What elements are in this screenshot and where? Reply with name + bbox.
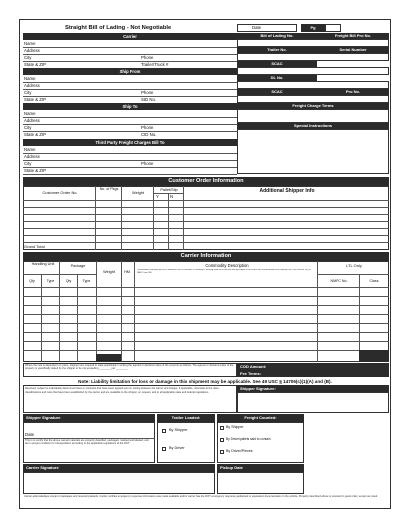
carrier-info-header: Carrier Information [23, 252, 389, 261]
table-row[interactable] [23, 221, 389, 222]
rule [23, 124, 237, 125]
col-pkgs: No. of Pkgs [99, 187, 119, 191]
shipper-signature-label: Shipper Signature: [237, 385, 389, 392]
carrier-ack-text: Carrier acknowledges receipt of packages and required placards. Carrier certifies emergency response information was made available and/or carrier has the DOT emergency response guidebook or equivalent documentation in the vehicle. Property described above is received in good order, except as noted. [24, 495, 378, 498]
rule [153, 193, 183, 194]
sub-type-2: Type [82, 279, 91, 283]
carrier-signature-header: Carrier Signature [23, 464, 215, 472]
shipper-date-label: Date [25, 432, 35, 437]
declared-value-text: Where the rate is dependent on value, shippers are required to state specifically in writing the agreed or declared value of the property as follows: The agreed or declared value of the property is specifically stated by the shipper to be not exceeding ________ per ________. [25, 364, 234, 371]
dl-no-label: DL No. [237, 75, 317, 81]
rule [23, 174, 237, 175]
carrier-phone-label: Phone [141, 55, 154, 60]
received-text: Received, subject to individually determined rates or contracts that have been agreed upon in writing between the carrier and shipper, if applicable, otherwise to the rates, classifications and rules that have been established by the carrier and are available to the shipper, on request, and to all applicable state and federal regulations. [25, 387, 220, 394]
date-label: Date [252, 25, 262, 30]
carrier-city-label: City [24, 55, 32, 60]
rule [23, 96, 237, 97]
shipfrom-state-label: State & ZIP [24, 97, 46, 102]
freight-terms-label: Freight Charge Terms [237, 103, 389, 109]
pg-field[interactable] [325, 24, 341, 32]
col-line [317, 261, 318, 362]
col-line [153, 186, 154, 250]
shipper-signature-header: Shipper Signature [23, 414, 155, 422]
rule [23, 131, 237, 132]
bol-no-field[interactable] [237, 39, 389, 47]
trailer-loaded-header: Trailer Loaded: [157, 414, 215, 422]
rule [23, 54, 237, 55]
special-instructions-field[interactable] [237, 129, 389, 174]
by-shipper-label: By Shipper [169, 428, 188, 432]
carrier-header: Carrier [23, 33, 237, 40]
col-hm: HM [124, 270, 130, 274]
table-row[interactable] [23, 332, 389, 333]
by-driver-label: By Driver [169, 446, 185, 450]
freight-bill-pro-label: Freight Bill Pro No. [317, 33, 389, 39]
col-additional-info: Additional Shipper Info [259, 188, 315, 194]
special-instructions-label: Special Instructions [237, 123, 389, 129]
fc-driver-pieces-label: By Driver/Pieces [226, 449, 253, 453]
table-row[interactable] [23, 242, 389, 243]
shipto-address-label: Address [24, 118, 40, 123]
col-weight: Weight [131, 190, 145, 195]
bol-no-label: Bill of Lading No. [237, 33, 317, 39]
serial-number-label: Serial Number [317, 47, 389, 53]
grand-total-shade [96, 354, 121, 362]
table-row[interactable] [23, 200, 389, 201]
third-city-label: City [24, 161, 32, 166]
freight-terms-field[interactable] [237, 109, 389, 123]
third-address-label: Address [24, 154, 40, 159]
pallet-y: Y [156, 194, 159, 199]
col-line [59, 261, 60, 362]
third-party-header: Third Party Freight Charges Bill To [23, 139, 237, 146]
sub-qty-2: Qty [65, 279, 72, 283]
sub-type-1: Type [46, 279, 55, 283]
rule [317, 274, 389, 275]
pro-no-label: Pro No. [317, 89, 389, 95]
scac-label-2: SCAC [237, 89, 317, 95]
rule [23, 89, 237, 90]
col-line [121, 261, 122, 362]
date-field[interactable] [237, 24, 297, 32]
shipto-state-label: State & ZIP [24, 132, 46, 137]
third-state-label: State & ZIP [24, 168, 46, 173]
sub-class: Class [369, 279, 379, 283]
ship-from-header: Ship From [23, 68, 237, 75]
fee-terms-label: Fee Terms: [237, 370, 389, 377]
grand-total-shade [359, 350, 389, 362]
table-row[interactable] [23, 287, 389, 288]
ship-to-header: Ship To [23, 103, 237, 110]
customer-order-table [23, 186, 389, 250]
table-row[interactable] [23, 207, 389, 208]
table-row[interactable] [23, 341, 389, 342]
pallet-n: N [170, 194, 174, 199]
shipfrom-address-label: Address [24, 83, 40, 88]
grand-total-label: Grand Total [24, 243, 45, 249]
col-line [134, 261, 135, 362]
rule [23, 167, 237, 168]
shipto-cid-label: CID No. [141, 132, 157, 137]
form-title: Straight Bill of Lading - Not Negotiable [65, 25, 172, 31]
table-row[interactable] [23, 314, 389, 315]
by-driver-checkbox[interactable] [162, 447, 166, 451]
dl-no-field[interactable] [237, 81, 389, 89]
shipfrom-sid-label: SID No. [141, 97, 157, 102]
col-handling-unit: Handling Unit [31, 262, 55, 266]
col-line [95, 186, 96, 250]
trailer-no-label: Trailer No. [237, 47, 317, 53]
scac-field[interactable] [237, 67, 389, 75]
col-pallet-slip: Pallet/Slip [160, 187, 178, 192]
shipper-cert-text: This is to certify that the above named materials are properly classified, packaged, marked and labeled, and are in proper condition for transportation according to the applicable regulations of the DOT. [25, 439, 149, 446]
table-row[interactable] [23, 214, 389, 215]
shipto-name-label: Name [24, 111, 36, 116]
col-line [183, 186, 184, 250]
fc-shipper-label: By Shipper [226, 425, 244, 429]
rule [23, 61, 237, 62]
bill-of-lading-form [19, 19, 391, 509]
trailer-no-field[interactable] [237, 53, 389, 61]
rule [23, 153, 237, 154]
table-row[interactable] [23, 235, 389, 236]
liability-note: Note: Liability limitation for loss or damage in this shipment may be applicable. See 49 USC § 14706(c)(1)(A) and (B). [78, 379, 332, 384]
col-commodity: Commodity Description [205, 263, 249, 268]
shipto-city-label: City [24, 125, 32, 130]
shipper-signature-field[interactable] [237, 392, 389, 413]
shipto-phone-label: Phone [141, 125, 154, 130]
carrier-name-label: Name [24, 41, 36, 46]
col-customer-order: Customer Order No. [42, 190, 78, 195]
rule [23, 47, 237, 48]
rule [23, 160, 237, 161]
rule [23, 82, 237, 83]
shipfrom-phone-label: Phone [141, 90, 154, 95]
table-row[interactable] [23, 228, 389, 229]
col-line [96, 261, 97, 362]
fc-driver-pallets-label: By Driver/pallets said to contain [226, 437, 271, 441]
carrier-address-label: Address [24, 48, 40, 53]
table-row[interactable] [23, 305, 389, 306]
third-name-label: Name [24, 147, 36, 152]
carrier-signature-field[interactable] [23, 472, 215, 494]
by-shipper-checkbox[interactable] [162, 429, 166, 433]
col-ltl-only: LTL Only [346, 263, 362, 268]
rule [23, 274, 96, 275]
fc-shipper-checkbox[interactable] [220, 426, 224, 430]
fc-driver-pallets-checkbox[interactable] [220, 438, 224, 442]
scac-label: SCAC [237, 61, 317, 67]
col-weight-carrier: Weight [103, 270, 115, 274]
commodity-note: Commodities requiring special or additional care or attention in handling or stowing must be so marked and packaged as to ensure safe transportation with ordinary care. See Section 2(e) of NMFC Item 360 [137, 269, 311, 274]
cod-amount-label: COD Amount: [237, 363, 389, 370]
col-line [121, 186, 122, 250]
freight-counted-header: Freight Counted: [217, 414, 304, 422]
table-row[interactable] [23, 350, 389, 351]
shipfrom-name-label: Name [24, 76, 36, 81]
customer-order-header: Customer Order Information [23, 177, 389, 186]
pro-no-field[interactable] [237, 95, 389, 103]
pickup-date-header: Pickup Date [217, 464, 304, 472]
sub-qty-1: Qty [29, 279, 35, 283]
table-row[interactable] [23, 296, 389, 297]
table-row[interactable] [23, 323, 389, 324]
pg-label: Pg [301, 24, 325, 32]
col-package: Package [70, 264, 86, 268]
sub-nmfc: NMFC No. [330, 279, 348, 283]
carrier-trailer-label: Trailer/Truck # [141, 62, 169, 67]
shipfrom-city-label: City [24, 90, 32, 95]
carrier-state-label: State & ZIP [24, 62, 46, 67]
fc-driver-pieces-checkbox[interactable] [220, 450, 224, 454]
rule [23, 117, 237, 118]
third-phone-label: Phone [141, 161, 154, 166]
pickup-date-field[interactable] [217, 472, 304, 494]
